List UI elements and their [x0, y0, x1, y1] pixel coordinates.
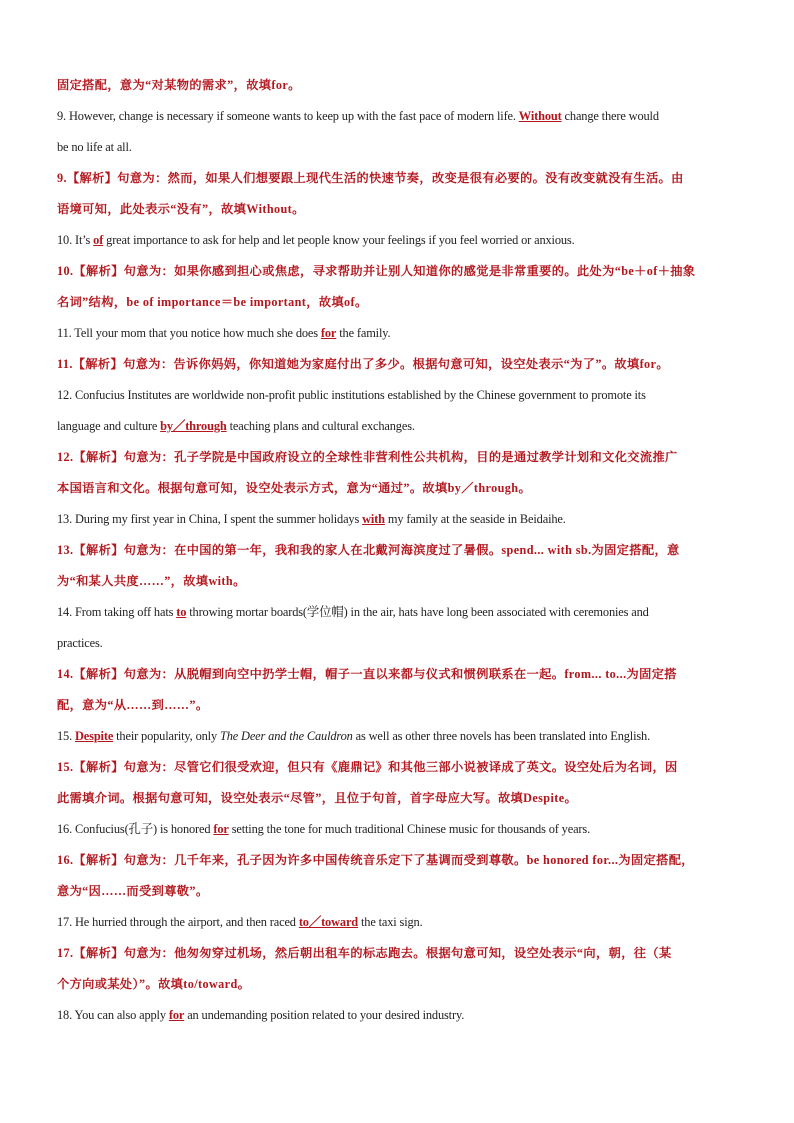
- answer-blank: by／through: [160, 419, 227, 433]
- explanation-text: 语境可知，此处表示“没有”，故填Without。: [57, 202, 305, 216]
- explanation-line: [57, 938, 752, 969]
- answer-blank: Without: [518, 109, 562, 123]
- explanation-line: [57, 70, 752, 101]
- question-text-after: throwing mortar boards(学位帽) in the air, hats have long been associated with ceremonies and: [189, 605, 649, 619]
- question-text-after: the taxi sign.: [360, 915, 423, 929]
- question-text-after: setting the tone for much traditional Chinese music for thousands of years.: [231, 822, 591, 836]
- question-line: [57, 597, 752, 628]
- question-line: [57, 1000, 752, 1031]
- explanation-line: [57, 690, 752, 721]
- explanation-text: 名词”结构，be of importance＝be important，故填of。: [57, 295, 368, 309]
- question-text: language and culture: [57, 419, 158, 433]
- question-text: 11. Tell your mom that you notice how much she does: [57, 326, 318, 340]
- question-text: 12. Confucius Institutes are worldwide non-profit public institutions established by the Chinese government to promote its: [57, 388, 646, 402]
- question-text-after: an undemanding position related to your desired industry.: [187, 1008, 465, 1022]
- explanation-text: 17.【解析】句意为：他匆匆穿过机场，然后朝出租车的标志跑去。根据句意可知，设空处表示“向，朝，往（某: [57, 946, 672, 960]
- question-line: [57, 721, 752, 752]
- explanation-line: [57, 659, 752, 690]
- question-text-after: change there would: [564, 109, 659, 123]
- question-text: 14. From taking off hats: [57, 605, 174, 619]
- explanation-text: 本国语言和文化。根据句意可知，设空处表示方式，意为“通过”。故填by／through。: [57, 481, 532, 495]
- exercise-content: [57, 70, 752, 1031]
- explanation-text: 11.【解析】句意为：告诉你妈妈，你知道她为家庭付出了多少。根据句意可知，设空处表示“为了”。故填for。: [57, 357, 669, 371]
- question-line: [57, 504, 752, 535]
- explanation-text: 13.【解析】句意为：在中国的第一年，我和我的家人在北戴河海滨度过了暑假。spend... with sb.为固定搭配，意: [57, 543, 680, 557]
- question-line: [57, 814, 752, 845]
- question-text-after: my family at the seaside in Beidaihe.: [387, 512, 566, 526]
- explanation-line: [57, 845, 752, 876]
- explanation-text: 为“和某人共度……”，故填with。: [57, 574, 246, 588]
- explanation-text: 16.【解析】句意为：几千年来，孔子因为许多中国传统音乐定下了基调而受到尊敬。be honored for...为固定搭配，: [57, 853, 694, 867]
- explanation-text: 配，意为“从……到……”。: [57, 698, 209, 712]
- explanation-line: [57, 256, 752, 287]
- question-text: 13. During my first year in China, I spent the summer holidays: [57, 512, 360, 526]
- explanation-line: [57, 876, 752, 907]
- explanation-text: 10.【解析】句意为：如果你感到担心或焦虑，寻求帮助并让别人知道你的感觉是非常重要的。此处为“be＋of＋抽象: [57, 264, 696, 278]
- explanation-line: [57, 194, 752, 225]
- novel-title: The Deer and the Cauldron: [219, 729, 353, 743]
- explanation-line: [57, 287, 752, 318]
- question-line: [57, 318, 752, 349]
- question-text: be no life at all.: [57, 140, 132, 154]
- question-line: [57, 101, 752, 132]
- question-line: [57, 411, 752, 442]
- answer-blank: to／toward: [298, 915, 359, 929]
- question-text: 10. It’s: [57, 233, 91, 247]
- explanation-text: 意为“因……而受到尊敬”。: [57, 884, 209, 898]
- question-line: [57, 907, 752, 938]
- explanation-text: 12.【解析】句意为：孔子学院是中国政府设立的全球性非营利性公共机构，目的是通过教学计划和文化交流推广: [57, 450, 678, 464]
- question-line: [57, 628, 752, 659]
- explanation-line: [57, 473, 752, 504]
- question-line: [57, 380, 752, 411]
- explanation-line: [57, 783, 752, 814]
- explanation-text: 此需填介词。根据句意可知，设空处表示“尽管”，且位于句首，首字母应大写。故填Despite。: [57, 791, 578, 805]
- question-text-after: great importance to ask for help and let people know your feelings if you feel worried or anxious.: [106, 233, 575, 247]
- question-text: 15.: [57, 729, 73, 743]
- explanation-line: [57, 535, 752, 566]
- answer-blank: Despite: [75, 729, 114, 743]
- answer-blank: of: [93, 233, 104, 247]
- question-line: [57, 132, 752, 163]
- question-text: 18. You can also apply: [57, 1008, 166, 1022]
- explanation-text: 15.【解析】句意为：尽管它们很受欢迎，但只有《鹿鼎记》和其他三部小说被译成了英文。设空处后为名词，因: [57, 760, 678, 774]
- question-text: 16. Confucius(孔子) is honored: [57, 822, 211, 836]
- question-text-after: teaching plans and cultural exchanges.: [229, 419, 415, 433]
- explanation-text: 固定搭配，意为“对某物的需求”，故填for。: [57, 78, 301, 92]
- explanation-text: 个方向或某处）”。故填to/toward。: [57, 977, 251, 991]
- question-text: 17. He hurried through the airport, and then raced: [57, 915, 296, 929]
- explanation-line: [57, 349, 752, 380]
- explanation-line: [57, 566, 752, 597]
- answer-blank: to: [176, 605, 187, 619]
- explanation-line: [57, 752, 752, 783]
- question-line: [57, 225, 752, 256]
- explanation-text: 14.【解析】句意为：从脱帽到向空中扔学士帽，帽子一直以来都与仪式和惯例联系在一起。from... to...为固定搭: [57, 667, 677, 681]
- explanation-line: [57, 163, 752, 194]
- question-text-after: their popularity, only The Deer and the Cauldron as well as other three novels has been translated into English.: [116, 729, 651, 743]
- question-text-after: the family.: [339, 326, 391, 340]
- question-text: 9. However, change is necessary if someone wants to keep up with the fast pace of modern life.: [57, 109, 516, 123]
- answer-blank: for: [168, 1008, 185, 1022]
- explanation-text: 9.【解析】句意为：然而，如果人们想要跟上现代生活的快速节奏，改变是很有必要的。没有改变就没有生活。由: [57, 171, 684, 185]
- explanation-line: [57, 969, 752, 1000]
- answer-blank: for: [320, 326, 337, 340]
- answer-blank: for: [213, 822, 229, 836]
- question-text: practices.: [57, 636, 103, 650]
- answer-blank: with: [362, 512, 385, 526]
- explanation-line: [57, 442, 752, 473]
